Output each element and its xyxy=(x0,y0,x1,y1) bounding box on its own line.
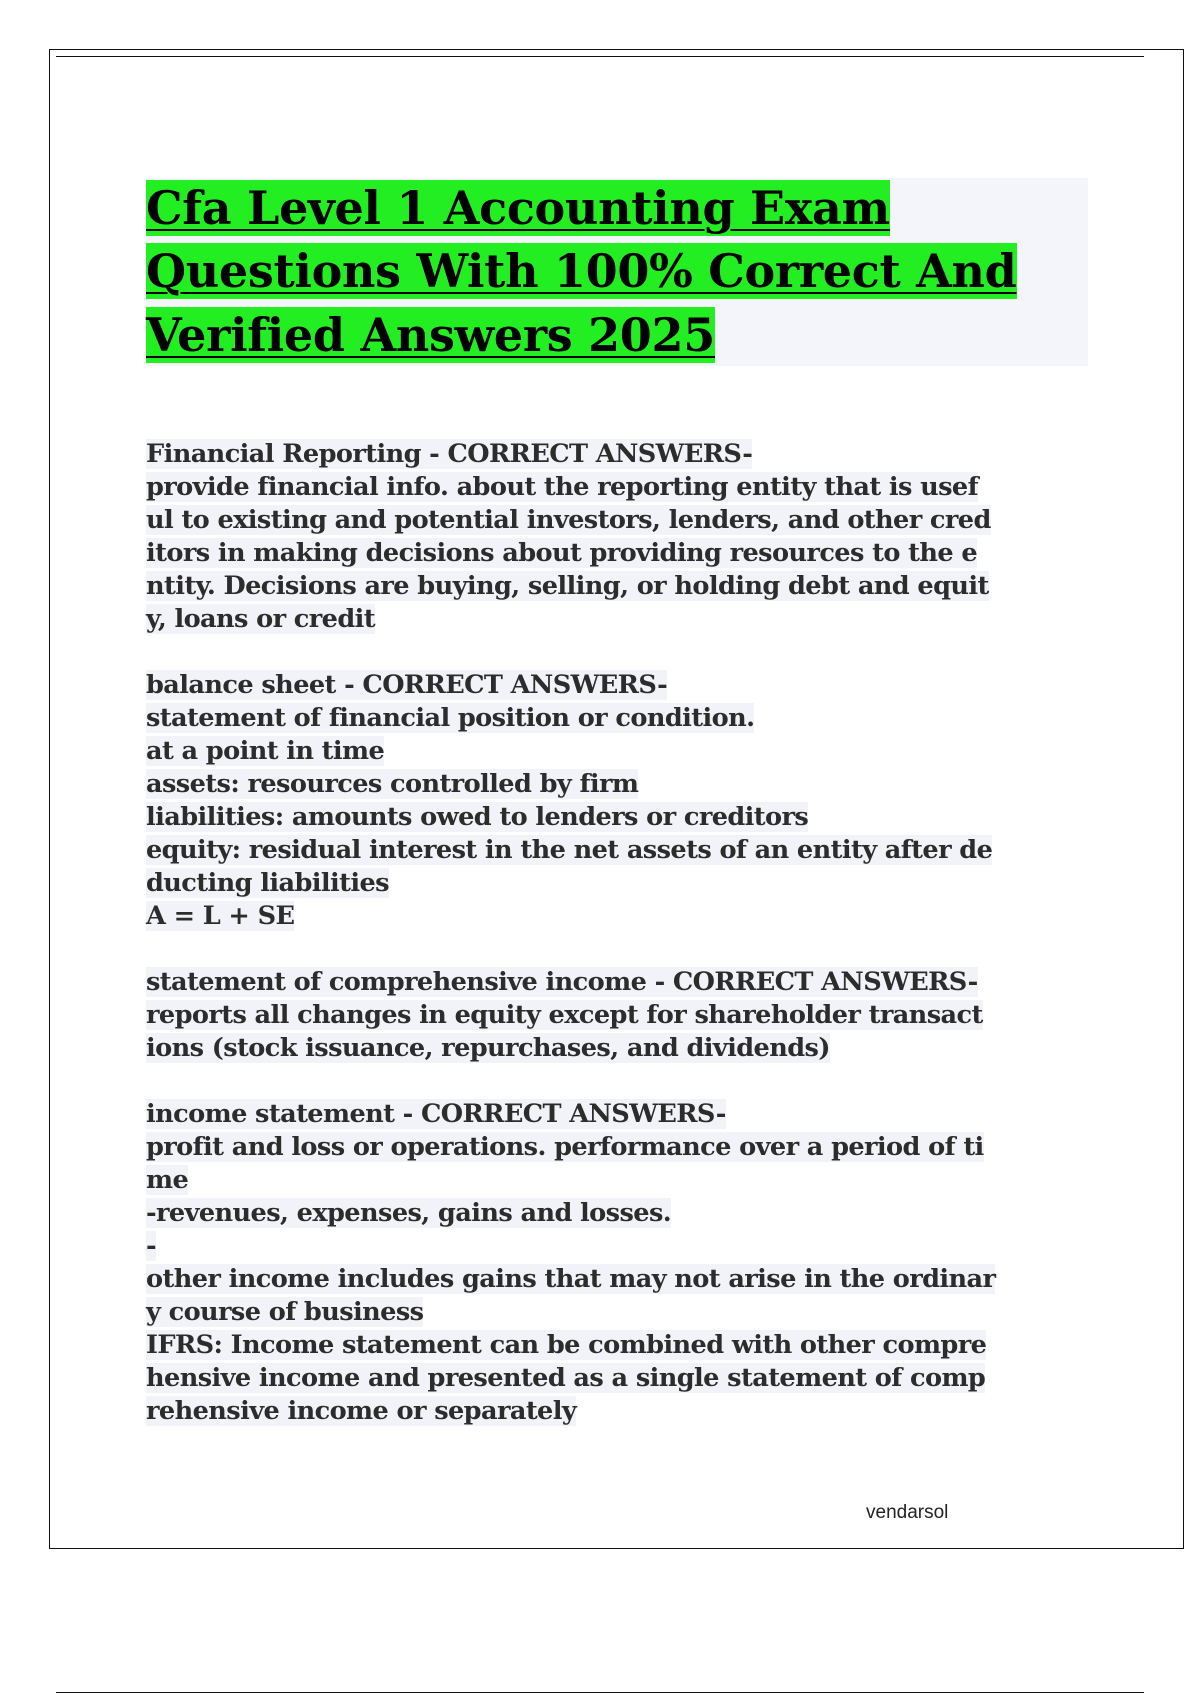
section-text-line: IFRS: Income statement can be combined with other compre xyxy=(146,1330,987,1360)
section-heading: income statement - CORRECT ANSWERS- xyxy=(146,1099,726,1129)
section-text-line: y, loans or credit xyxy=(146,604,376,634)
section-financial-reporting xyxy=(146,438,1096,636)
section-text-line: ntity. Decisions are buying, selling, or holding debt and equit xyxy=(146,571,989,601)
section-heading: Financial Reporting - CORRECT ANSWERS- xyxy=(146,439,753,469)
section-text-line: at a point in time xyxy=(146,736,385,766)
section-text-line: other income includes gains that may not arise in the ordinar xyxy=(146,1264,996,1294)
section-text-line: itors in making decisions about providing resources to the e xyxy=(146,538,978,568)
document-body xyxy=(146,438,1096,1461)
section-income-statement xyxy=(146,1098,1096,1428)
section-text-line: reports all changes in equity except for shareholder transact xyxy=(146,1000,983,1030)
section-comprehensive-income xyxy=(146,966,1096,1065)
section-text-line: profit and loss or operations. performance over a period of ti xyxy=(146,1132,984,1162)
footer-brand: vendarsol xyxy=(866,1502,949,1523)
section-text-line: -revenues, expenses, gains and losses. xyxy=(146,1198,672,1228)
section-text-line: A = L + SE xyxy=(146,901,295,931)
document-title-line-3: Verified Answers 2025 xyxy=(146,308,715,362)
section-text-line: equity: residual interest in the net assets of an entity after de xyxy=(146,835,993,865)
section-balance-sheet xyxy=(146,669,1096,933)
section-text-line: ducting liabilities xyxy=(146,868,389,898)
section-text-line: me xyxy=(146,1165,189,1195)
section-text-line: ul to existing and potential investors, lenders, and other cred xyxy=(146,505,991,535)
document-title-line-2: Questions With 100% Correct And xyxy=(146,244,1017,298)
section-text-line: y course of business xyxy=(146,1297,424,1327)
section-text-line: liabilities: amounts owed to lenders or creditors xyxy=(146,802,809,832)
section-text-line: assets: resources controlled by firm xyxy=(146,769,639,799)
section-text-line: rehensive income or separately xyxy=(146,1396,577,1426)
section-text-line: provide financial info. about the reporting entity that is usef xyxy=(146,472,979,502)
section-text-line: statement of financial position or condition. xyxy=(146,703,755,733)
section-text-line: ions (stock issuance, repurchases, and dividends) xyxy=(146,1033,830,1063)
section-heading: statement of comprehensive income - CORRECT ANSWERS- xyxy=(146,967,978,997)
section-text-line: hensive income and presented as a single statement of comp xyxy=(146,1363,986,1393)
section-text-line: - xyxy=(146,1231,157,1261)
bottom-rule xyxy=(56,1692,1144,1693)
document-title-line-1: Cfa Level 1 Accounting Exam xyxy=(146,181,890,235)
section-heading: balance sheet - CORRECT ANSWERS- xyxy=(146,670,668,700)
top-rule xyxy=(56,56,1144,57)
